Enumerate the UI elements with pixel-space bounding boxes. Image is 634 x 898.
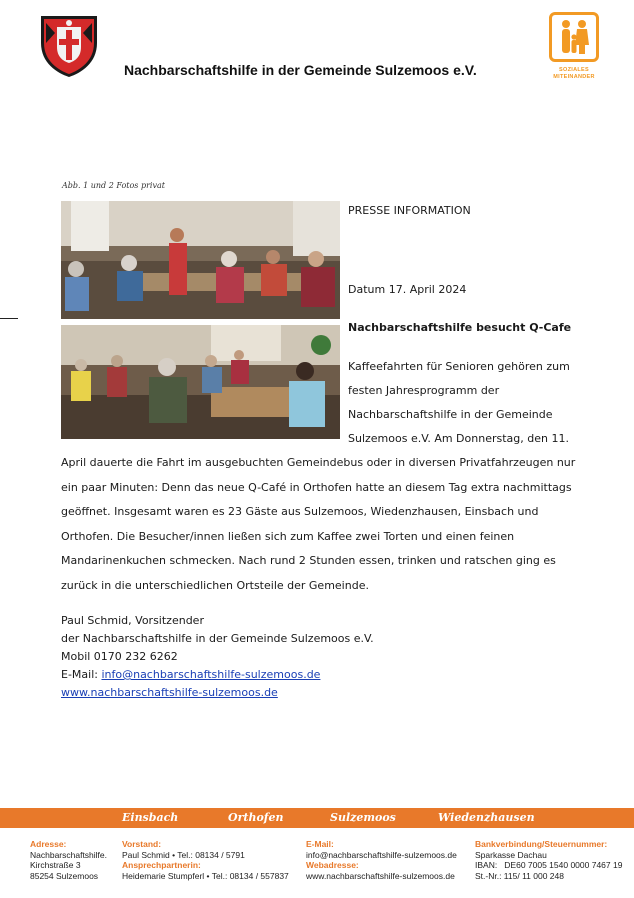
text-line: April dauerte die Fahrt im ausgebuchten Gemeindebus oder in diversen Privatfahrzeugen nur — [61, 456, 576, 469]
footer-band — [0, 808, 634, 828]
footer-address: Adresse: Nachbarschaftshilfe. Kirchstraße 3 85254 Sulzemoos — [30, 839, 108, 881]
text-line: zurück in die unterschiedlichen Ortsteile der Gemeinde. — [61, 578, 369, 592]
cafe-photo-2 — [61, 325, 340, 439]
photo-caption: Abb. 1 und 2 Fotos privat — [62, 181, 165, 190]
signature-email-row — [61, 666, 374, 684]
footer-bank: Bankverbindung/Steuernummer: Sparkasse Dachau IBAN: DE60 7005 1540 0000 7467 19 St.-Nr.: 115/ 11 000 248 — [475, 839, 623, 881]
family-icon — [549, 12, 599, 62]
email-label: E-Mail: — [61, 668, 102, 681]
footer-email-link[interactable]: info@nachbarschaftshilfe-sulzemoos.de — [306, 849, 457, 860]
footer-website-link[interactable]: www.nachbarschaftshilfe-sulzemoos.de — [306, 870, 455, 881]
text-line: ein paar Minuten: Denn das neue Q-Café in Orthofen hatte an diesem Tag extra nachmittags — [61, 480, 572, 494]
text-line: festen Jahresprogramm der — [348, 384, 500, 397]
footer-town-sulzemoos: Sulzemoos — [330, 811, 396, 824]
signature-block — [61, 612, 374, 702]
text-line: Kaffeefahrten für Senioren gehören zum — [348, 360, 570, 373]
text-line: Orthofen. Die Besucher/innen ließen sich zum Kaffee zwei Torten und einen feinen — [61, 529, 515, 543]
signature-org: der Nachbarschaftshilfe in der Gemeinde Sulzemoos e.V. — [61, 632, 374, 645]
footer-board: Vorstand: Paul Schmid • Tel.: 08134 / 5791 Ansprechpartnerin: Heidemarie Stumpferl • Tel.: 08134 / 557837 — [122, 839, 289, 881]
press-headline: Nachbarschaftshilfe besucht Q-Cafe — [348, 321, 572, 334]
margin-mark — [0, 318, 18, 319]
article-paragraph-right — [348, 355, 588, 451]
footer-town-einsbach: Einsbach — [122, 811, 179, 824]
footer-town-wiedenzhausen: Wiedenzhausen — [438, 811, 535, 824]
article-paragraph-full — [61, 451, 581, 598]
press-label: PRESSE INFORMATION — [348, 204, 471, 217]
soziales-miteinander-logo — [545, 12, 603, 82]
cafe-photo-1 — [61, 201, 340, 319]
text-line: geöffnet. Insgesamt waren es 23 Gäste aus Sulzemoos, Wiedenzhausen, Einsbach und — [61, 505, 539, 518]
press-date: Datum 17. April 2024 — [348, 283, 467, 296]
signature-phone: Mobil 0170 232 6262 — [61, 650, 178, 663]
footer-town-orthofen: Orthofen — [228, 811, 284, 824]
logo-text: SOZIALES MITEINANDER — [553, 67, 595, 80]
organization-title: Nachbarschaftshilfe in der Gemeinde Sulzemoos e.V. — [124, 62, 477, 78]
email-link[interactable]: info@nachbarschaftshilfe-sulzemoos.de — [101, 668, 321, 681]
website-link[interactable]: www.nachbarschaftshilfe-sulzemoos.de — [61, 686, 278, 699]
signature-name: Paul Schmid, Vorsitzender — [61, 614, 204, 627]
text-line: Nachbarschaftshilfe in der Gemeinde — [348, 408, 553, 421]
footer-contact: E-Mail: info@nachbarschaftshilfe-sulzemoos.de Webadresse: www.nachbarschaftshilfe-sulzemoos.de — [306, 839, 457, 881]
text-line: Mandarinenkuchen schmecken. Nach rund 2 Stunden essen, trinken und ratschen ging es — [61, 554, 556, 567]
text-line: Sulzemoos e.V. Am Donnerstag, den 11. — [348, 432, 569, 445]
municipal-crest-icon — [37, 13, 101, 79]
